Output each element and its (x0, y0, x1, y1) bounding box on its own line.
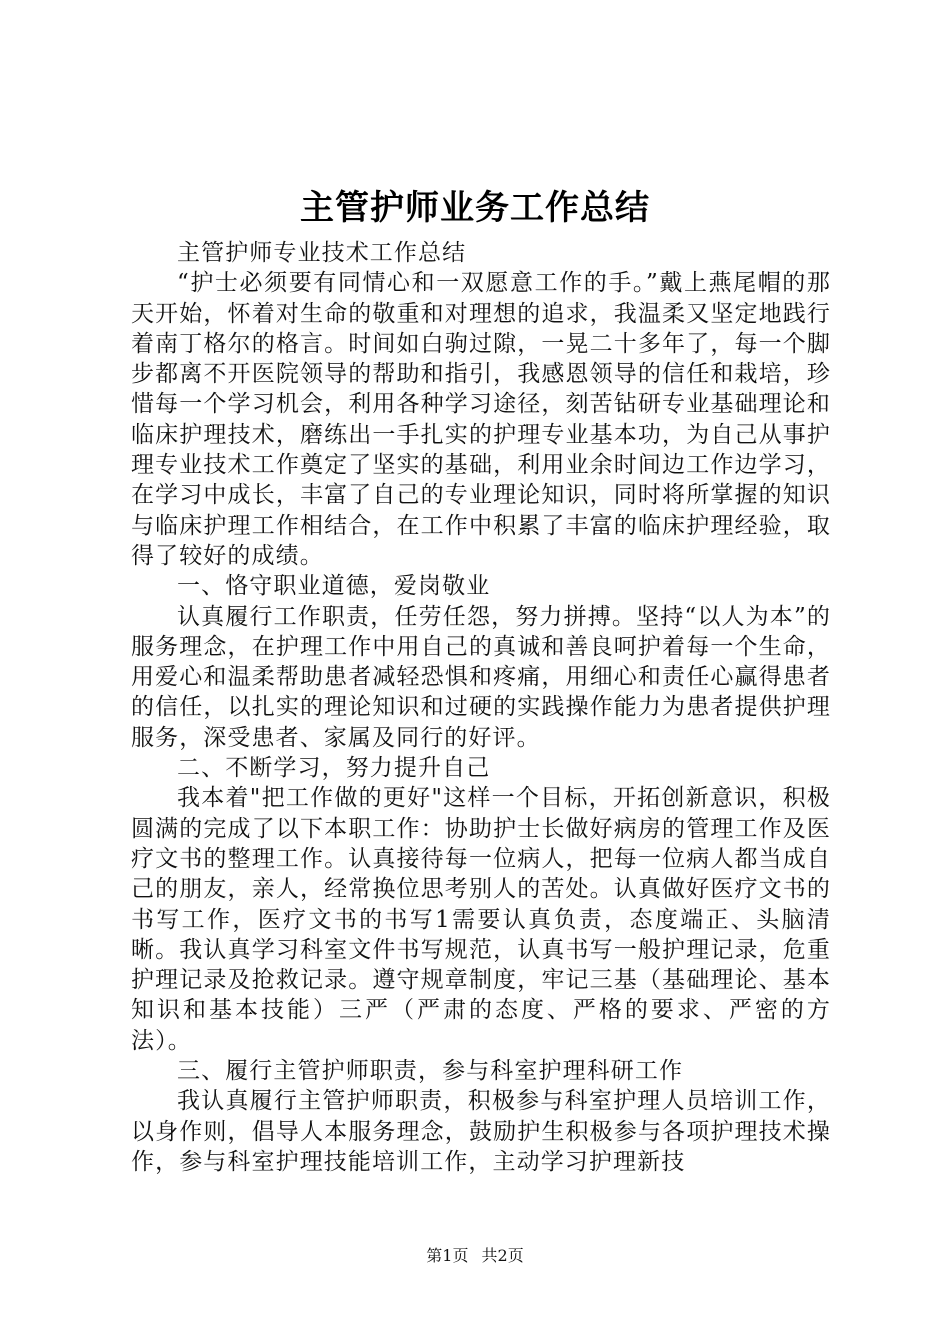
section-heading-2: 二、不断学习，努力提升自己 (177, 755, 491, 782)
document-title: 主管护师业务工作总结 (300, 188, 650, 228)
section-heading-3: 三、履行主管护师职责，参与科室护理科研工作 (177, 1058, 684, 1085)
section-paragraph-2: 我本着"把工作做的更好"这样一个目标，开拓创新意识，积极圆满的完成了以下本职工作：协助护士长做好病房的管理工作及医疗文书的整理工作。认真接待每一位病人，把每一位病人都当成自己的朋友，亲人，经常换位思考别人的苦处。认真做好医疗文书的书写工作，医疗文书的书写1需要认真负责，态度端正、头脑清晰。我认真学习科室文件书写规范，认真书写一般护理记录，危重护理记录及抢救记录。遵守规章制度，牢记三基（基础理论、基本知识和基本技能）三严（严肃的态度、严格的要求、严密的方法）。 (131, 785, 831, 1054)
intro-paragraph: “护士必须要有同情心和一双愿意工作的手。”戴上燕尾帽的那天开始，怀着对生命的敬重和对理想的追求，我温柔又坚定地践行着南丁格尔的格言。时间如白驹过隙，一晃二十多年了，每一个脚步都离不开医院领导的帮助和指引，我感恩领导的信任和栽培，珍惜每一个学习机会，利用各种学习途径，刻苦钻研专业基础理论和临床护理技术，磨练出一手扎实的护理专业基本功，为自己从事护理专业技术工作奠定了坚实的基础，利用业余时间边工作边学习，在学习中成长，丰富了自己的专业理论知识，同时将所掌握的知识与临床护理工作相结合，在工作中积累了丰富的临床护理经验，取得了较好的成绩。 (131, 270, 831, 569)
section-paragraph-3: 我认真履行主管护师职责，积极参与科室护理人员培训工作，以身作则，倡导人本服务理念，鼓励护生积极参与各项护理技术操作，参与科室护理技能培训工作，主动学习护理新技 (131, 1088, 831, 1175)
subtitle-paragraph: 主管护师专业技术工作总结 (177, 240, 467, 266)
section-paragraph-1: 认真履行工作职责，任劳任怨，努力拼搏。坚持“以人为本”的服务理念，在护理工作中用自己的真诚和善良呵护着每一个生命，用爱心和温柔帮助患者减轻恐惧和疼痛，用细心和责任心赢得患者的信任，以扎实的理论知识和过硬的实践操作能力为患者提供护理服务，深受患者、家属及同行的好评。 (131, 603, 831, 751)
page-footer (0, 1244, 950, 1268)
section-heading-1: 一、恪守职业道德，爱岗敬业 (177, 573, 491, 600)
page-number: 第1页 (426, 1246, 469, 1265)
document-body (131, 238, 831, 1177)
page-total: 共2页 (481, 1246, 524, 1265)
